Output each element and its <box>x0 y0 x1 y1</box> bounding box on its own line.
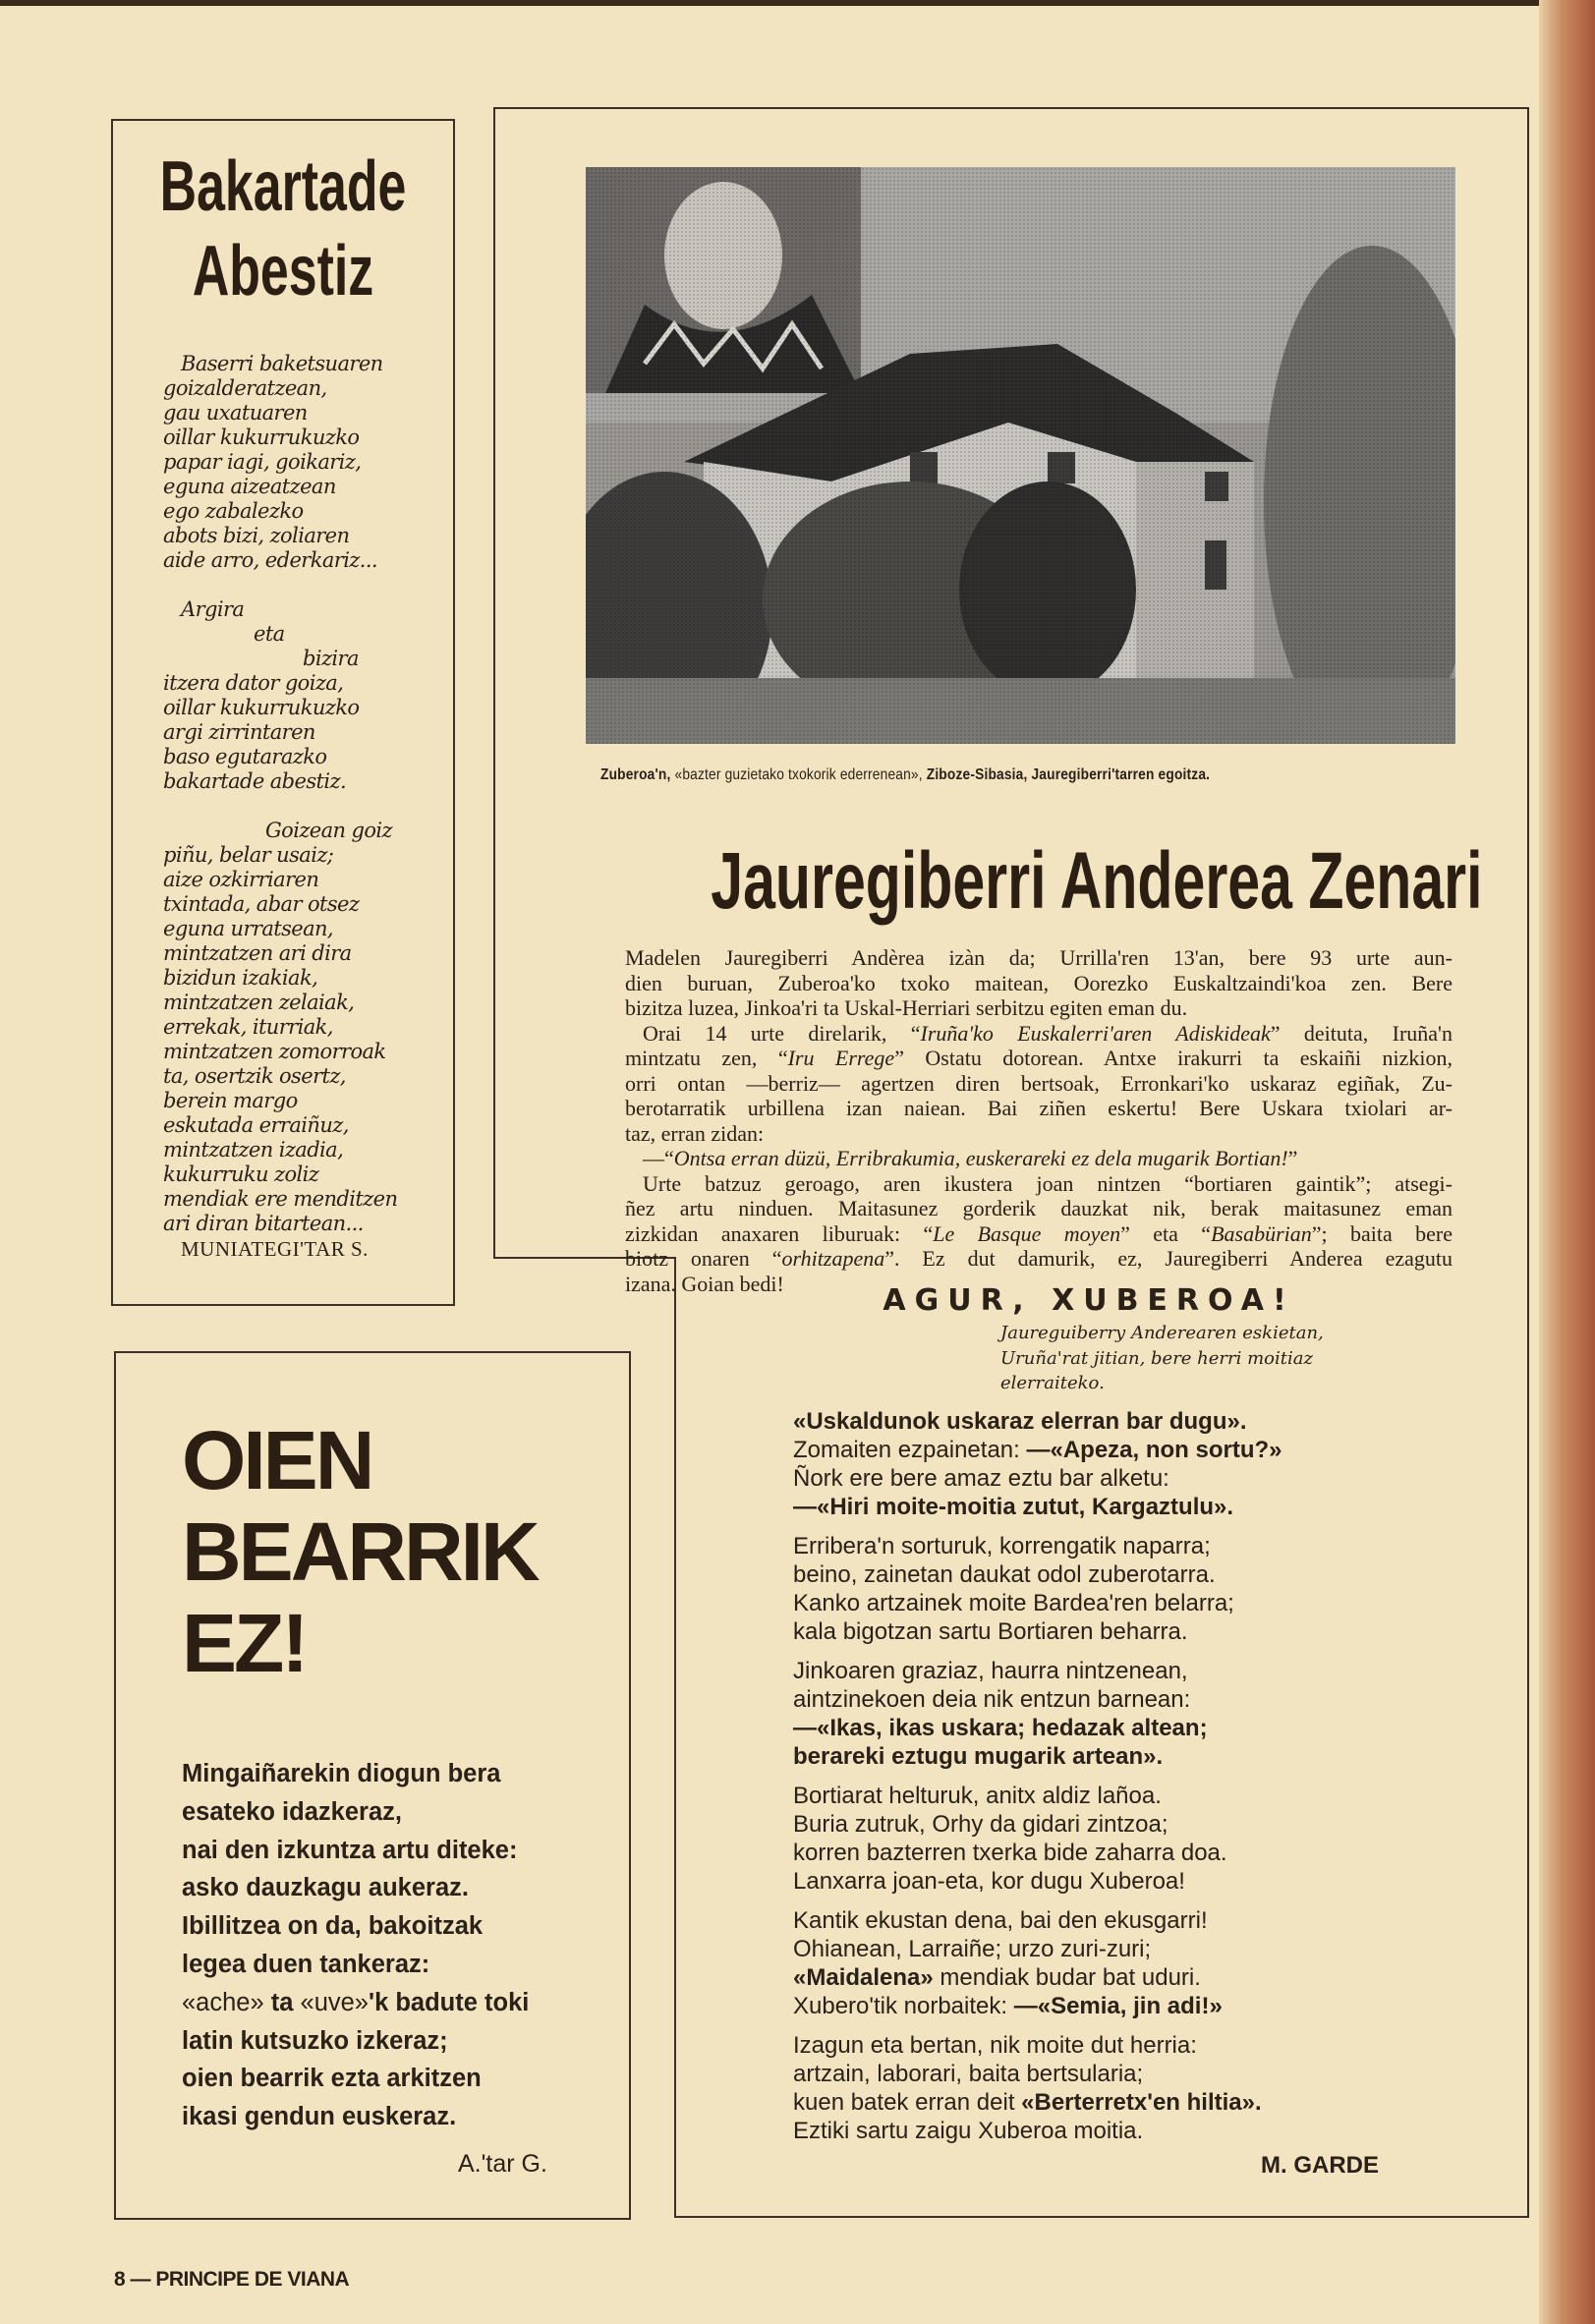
poem-line <box>793 1532 1402 1560</box>
text-segment: legea duen tankeraz: <box>182 1950 430 1978</box>
article-line <box>625 1196 1453 1221</box>
text-segment: zizkidan anaxaren liburuak: “ <box>625 1220 934 1246</box>
poem-line: ari diran bitartean... <box>163 1212 364 1235</box>
text-segment: ” <box>1287 1146 1298 1170</box>
text-segment: Lanxarra joan-eta, kor dugu Xuberoa! <box>793 1868 1185 1895</box>
poem-line <box>182 1907 529 1946</box>
text-segment: latin kutsuzko izkeraz; <box>182 2026 448 2055</box>
poem-line: txintada, abar otsez <box>163 892 360 916</box>
poem-dedication <box>1000 1321 1324 1396</box>
text-segment: «Berterretx'en hiltia». <box>1021 2089 1262 2116</box>
poem-line <box>182 1946 529 1984</box>
poem-line <box>793 1464 1402 1493</box>
poem-line: gau uxatuaren <box>163 401 308 425</box>
poem-line <box>793 1906 1402 1935</box>
text-segment: dien buruan, Zuberoa'ko txoko maitean, Oorezko Euskaltzaindi'koa zen. Bere <box>625 970 1453 995</box>
poem-line <box>182 1984 529 2022</box>
poem-line: bakartade abestiz. <box>163 769 347 793</box>
text-segment: Mingaiñarekin diogun bera <box>182 1760 501 1787</box>
text-segment: Le Basque moyen <box>933 1220 1121 1246</box>
poem-title: AGUR, XUBEROA! <box>883 1283 1295 1318</box>
poem-box-bottom-rule <box>674 2216 1529 2218</box>
text-segment: kala bigotzan sartu Bortiaren beharra. <box>793 1618 1188 1645</box>
text-segment: Kanko artzainek moite Bardea'ren belarra; <box>793 1590 1234 1616</box>
poem-line: Baserri baketsuaren <box>181 352 383 375</box>
house-photo <box>586 167 1455 744</box>
poem-line <box>182 1832 529 1870</box>
poem-line: bizira <box>303 647 359 670</box>
text-segment: Ontsa erran düzü, Erribrakumia, euskerareki ez dela mugarik Bortian! <box>673 1146 1288 1170</box>
text-segment: Kantik ekustan dena, bai den ekusgarri! <box>793 1907 1208 1934</box>
text-segment: ikasi gendun euskeraz. <box>182 2103 457 2131</box>
oien-title <box>182 1415 538 1689</box>
poem-line: oillar kukurrukuzko <box>163 696 360 719</box>
text-segment: —«Semia, jin adi!» <box>1013 1993 1223 2019</box>
poem-line: errekak, iturriak, <box>163 1015 333 1039</box>
poem-line <box>182 1793 529 1832</box>
article-line <box>625 1046 1453 1071</box>
text-segment: Zomaiten ezpainetan: <box>793 1437 1027 1463</box>
article-line <box>625 1121 1453 1147</box>
poem-line <box>793 1782 1402 1810</box>
text-segment: ” Ostatu dotorean. Antxe irakurri ta eskaiñi nizkion, <box>894 1046 1453 1070</box>
photo-caption <box>600 766 1210 784</box>
oien-title-line: EZ! <box>182 1597 307 1689</box>
text-segment: mintzatu zen, “ <box>625 1046 788 1070</box>
article-line <box>625 1171 1453 1197</box>
page-edge <box>1539 0 1595 2324</box>
text-segment: Buria zutruk, Orhy da gidari zintzoa; <box>793 1811 1168 1838</box>
text-segment: «uve» <box>300 1988 369 2016</box>
poem-line: ta, osertzik osertz, <box>163 1064 346 1088</box>
poem-line <box>793 1560 1402 1589</box>
poem-line <box>793 1714 1402 1742</box>
poem-line <box>793 1589 1402 1617</box>
poem-line: Goizean goiz <box>265 819 393 842</box>
stanza <box>793 1407 1402 1521</box>
article-line <box>625 971 1453 996</box>
text-segment: bizitza luzea, Jinkoa'ri ta Uskal-Herriari serbitzu egiten eman du. <box>625 995 1188 1020</box>
text-segment: ” eta “ <box>1120 1220 1212 1246</box>
article-line <box>625 1146 1453 1171</box>
text-segment: aintzinekoen deia nik entzun barnean: <box>793 1686 1191 1713</box>
text-segment: ta <box>263 1988 301 2016</box>
text-segment: Jinkoaren graziaz, haurra nintzenean, <box>793 1658 1188 1684</box>
text-segment: «Uskaldunok uskaraz elerran bar dugu». <box>793 1408 1247 1435</box>
poem-line: Argira <box>181 597 245 621</box>
stanza <box>793 1906 1402 2020</box>
poem-line: piñu, belar usaiz; <box>163 843 334 867</box>
text-segment: Ibillitzea on da, bakoitzak <box>182 1912 484 1941</box>
poem-line: mintzatzen ari dira <box>163 941 352 965</box>
text-segment: Urte batzuz geroago, aren ikustera joan nintzen “bortiaren gaintik”; atsegi- <box>643 1170 1453 1196</box>
poem-line <box>793 1963 1402 1992</box>
text-segment: Iruña'ko Euskalerri'aren Adiskideak <box>920 1020 1271 1046</box>
text-segment: —«Apeza, non sortu?» <box>1026 1437 1282 1463</box>
text-segment: esateko idazkeraz, <box>182 1797 402 1826</box>
bakartade-title-2: Abestiz <box>192 232 374 311</box>
poem-line: mintzatzen zomorroak <box>163 1040 386 1063</box>
oien-title-line: BEARRIK <box>182 1505 538 1598</box>
poem-line <box>793 1867 1402 1896</box>
article-line <box>625 995 1453 1021</box>
article-body <box>625 945 1453 1296</box>
poem-line: oillar kukurrukuzko <box>163 425 360 449</box>
poem-line <box>182 2022 529 2061</box>
poem-line: mintzatzen izadia, <box>163 1138 344 1162</box>
text-segment: ñez artu ninduen. Maitasunez gorderik dauzkat nik, berak maitasunez eman <box>625 1196 1453 1220</box>
text-segment: —“ <box>643 1146 674 1170</box>
dedication-line: Jaureguiberry Anderearen eskietan, <box>1000 1323 1324 1343</box>
poem-line <box>793 2031 1402 2060</box>
stanza <box>793 1532 1402 1646</box>
text-segment: berotarratik urbillena izan naiean. Bai ziñen eskertu! Bere Uskara txiolari ar- <box>625 1096 1453 1120</box>
text-segment: Xubero'tik norbaitek: <box>793 1993 1014 2019</box>
text-segment: ”. Ez dut damurik, ez, Jauregiberri Anderea ezagutu <box>884 1246 1453 1271</box>
text-segment: —«Ikas, ikas uskara; hedazak altean; <box>793 1715 1208 1741</box>
article-title: Jauregiberri Anderea Zenari <box>711 836 1483 926</box>
poem-line: abots bizi, zoliaren <box>163 524 350 547</box>
oien-poem <box>182 1755 529 2136</box>
poem-line <box>793 1839 1402 1867</box>
text-segment: ” deituta, Iruña'n <box>1270 1020 1453 1046</box>
text-segment: Ñork ere bere amaz eztu bar alketu: <box>793 1465 1169 1492</box>
text-segment: Ohianean, Larraiñe; urzo zuri-zuri; <box>793 1936 1152 1962</box>
article-line <box>625 1021 1453 1047</box>
poem-line: eskutada erraiñuz, <box>163 1113 349 1137</box>
text-segment: ”; baita bere <box>1311 1220 1453 1246</box>
text-segment: mendiak budar bat uduri. <box>933 1964 1201 1991</box>
text-segment: izana. Goian bedi! <box>625 1271 784 1296</box>
top-edge <box>0 0 1595 6</box>
text-segment: korren bazterren txerka bide zaharra doa. <box>793 1840 1227 1866</box>
main-box-right-rule <box>1527 107 1529 2218</box>
agur-poem <box>793 1407 1402 2156</box>
poem-line <box>182 2098 529 2136</box>
poem-line <box>793 1407 1402 1436</box>
text-segment: orri ontan —berriz— agertzen diren bertsoak, Erronkari'ko uskaraz egiñak, Zu- <box>625 1070 1453 1096</box>
text-segment: beino, zainetan daukat odol zuberotarra. <box>793 1561 1216 1588</box>
text-segment: Eztiki sartu zaigu Xuberoa moitia. <box>793 2118 1144 2144</box>
poem-line <box>793 1935 1402 1963</box>
poem-line <box>793 1742 1402 1771</box>
poem-line <box>182 2060 529 2098</box>
article-line <box>625 1221 1453 1247</box>
text-segment: artzain, laborari, baita bertsularia; <box>793 2061 1144 2087</box>
text-segment: Izagun eta bertan, nik moite dut herria: <box>793 2032 1197 2059</box>
poem-line: argi zirrintaren <box>163 720 315 744</box>
poem-line <box>793 1617 1402 1646</box>
text-segment: Bortiarat helturuk, anitx aldiz lañoa. <box>793 1783 1162 1809</box>
text-segment: biotz onaren “ <box>625 1246 782 1271</box>
oien-title-line: OIEN <box>182 1414 372 1506</box>
poem-line: aide arro, ederkariz... <box>163 548 378 572</box>
poem-line <box>793 1493 1402 1521</box>
poem-line <box>793 2060 1402 2088</box>
page-footer: 8 — PRINCIPE DE VIANA <box>114 2268 350 2291</box>
caption-quote: «bazter guzietako txokorik ederrenean», <box>670 766 923 783</box>
poem-line: baso egutarazko <box>163 745 327 768</box>
dedication-line: Uruña'rat jitian, bere herri moitiaz <box>1000 1347 1313 1369</box>
poem-line <box>182 1869 529 1907</box>
bakartade-author: MUNIATEGI'TAR S. <box>181 1237 369 1261</box>
poem-line <box>793 1685 1402 1714</box>
poem-line <box>182 1755 529 1793</box>
article-line <box>625 945 1453 971</box>
bakartade-poem <box>163 352 438 1236</box>
poem-line: goizalderatzean, <box>163 376 327 400</box>
poem-line <box>793 2088 1402 2117</box>
text-segment: Erribera'n sorturuk, korrengatik naparra; <box>793 1533 1211 1559</box>
text-segment: taz, erran zidan: <box>625 1120 765 1146</box>
poem-line <box>793 2117 1402 2145</box>
poem-line: ego zabalezko <box>163 499 304 523</box>
house-photo-image <box>586 167 1455 744</box>
text-segment: «ache» <box>182 1988 264 2016</box>
main-box-top-rule <box>493 107 1529 109</box>
poem-line <box>793 1436 1402 1464</box>
text-segment: Iru Errege <box>787 1046 895 1070</box>
caption-place: Zuberoa'n, <box>600 766 671 783</box>
poem-line: mintzatzen zelaiak, <box>163 991 355 1014</box>
poem-author: M. GARDE <box>1261 2152 1379 2179</box>
text-segment: oien bearrik ezta arkitzen <box>182 2065 482 2093</box>
poem-line: kukurruku zoliz <box>163 1162 319 1186</box>
text-segment: asko dauzkagu aukeraz. <box>182 1874 469 1902</box>
poem-line: eguna urratsean, <box>163 917 334 940</box>
poem-line: bizidun izakiak, <box>163 966 318 990</box>
stanza <box>793 1782 1402 1896</box>
text-segment: Orai 14 urte direlarik, “ <box>643 1020 921 1046</box>
poem-line: aize ozkirriaren <box>163 868 319 891</box>
poem-line <box>793 1657 1402 1685</box>
stanza <box>793 2031 1402 2145</box>
oien-author: A.'tar G. <box>458 2150 547 2178</box>
poem-line: mendiak ere menditzen <box>163 1187 398 1211</box>
text-segment: kuen batek erran deit <box>793 2089 1022 2116</box>
poem-line: itzera dator goiza, <box>163 671 344 695</box>
caption-house: Ziboze-Sibasia, Jauregiberri'tarren egoitza. <box>922 766 1211 783</box>
text-segment: 'k badute toki <box>369 1988 530 2016</box>
poem-box-left-rule <box>674 1257 676 2218</box>
text-segment: Basabürian <box>1211 1220 1312 1246</box>
poem-line: papar iagi, goikariz, <box>163 450 362 474</box>
dedication-line: elerraiteko. <box>1000 1373 1105 1393</box>
text-segment: «Maidalena» <box>793 1964 934 1991</box>
poem-line: eta <box>254 622 285 646</box>
poem-line: berein margo <box>163 1089 298 1112</box>
article-line <box>625 1071 1453 1097</box>
stanza <box>793 1657 1402 1771</box>
text-segment: Madelen Jauregiberri Andèrea izàn da; Urrilla'ren 13'an, bere 93 urte aun- <box>625 945 1453 970</box>
text-segment: nai den izkuntza artu diteke: <box>182 1836 518 1864</box>
bakartade-title-1: Bakartade <box>159 147 407 226</box>
poem-line <box>793 1810 1402 1839</box>
article-line <box>625 1246 1453 1272</box>
article-line <box>625 1096 1453 1121</box>
main-box-left-rule <box>493 107 495 1259</box>
text-segment: —«Hiri moite-moitia zutut, Kargaztulu». <box>793 1494 1234 1520</box>
text-segment: berareki eztugu mugarik artean». <box>793 1743 1164 1770</box>
poem-line: eguna aizeatzean <box>163 475 336 498</box>
poem-line <box>793 1992 1402 2020</box>
text-segment: orhitzapena <box>781 1246 885 1271</box>
